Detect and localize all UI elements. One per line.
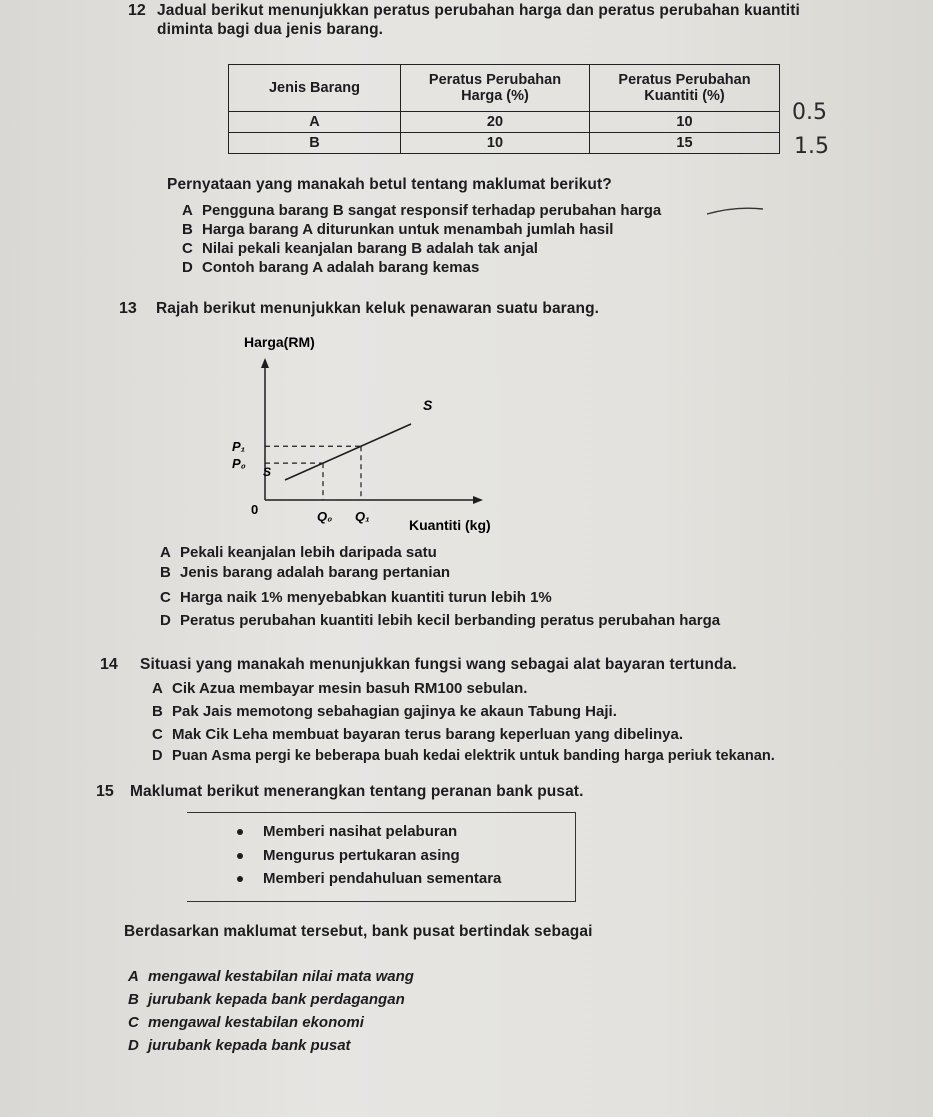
- option-text: mengawal kestabilan ekonomi: [148, 1014, 364, 1031]
- q15-option-d[interactable]: [128, 1037, 351, 1054]
- q12-stem-line1: Jadual berikut menunjukkan peratus perubahan harga dan peratus perubahan kuantiti: [157, 2, 800, 19]
- list-item: [263, 847, 460, 864]
- list-item-text: Mengurus pertukaran asing: [263, 847, 460, 864]
- bullet-icon: [237, 829, 243, 835]
- option-text: Peratus perubahan kuantiti lebih kecil berbanding peratus perubahan harga: [180, 612, 721, 629]
- q13-option-a[interactable]: [160, 544, 437, 561]
- option-text: Pak Jais memotong sebahagian gajinya ke akaun Tabung Haji.: [172, 703, 617, 720]
- supply-line: [285, 424, 411, 480]
- x-tick-label: Q₀: [317, 509, 333, 524]
- option-letter: A: [152, 680, 163, 697]
- bullet-icon: [237, 876, 243, 882]
- q12-option-c[interactable]: [182, 240, 538, 257]
- x-tick-label: Q₁: [355, 509, 370, 524]
- option-text: Harga naik 1% menyebabkan kuantiti turun lebih 1%: [180, 589, 552, 606]
- q12-question: Pernyataan yang manakah betul tentang maklumat berikut?: [167, 176, 612, 193]
- option-letter: C: [152, 726, 163, 743]
- option-text: jurubank kepada bank perdagangan: [148, 991, 405, 1008]
- q12-number: 12: [128, 2, 146, 19]
- table-cell: 10: [401, 133, 590, 154]
- x-axis-arrow: [473, 496, 483, 504]
- table-header-row: [229, 65, 780, 112]
- pen-mark: [705, 205, 765, 217]
- q13-option-b[interactable]: [160, 564, 450, 581]
- y-tick-label: P₁: [232, 439, 246, 455]
- info-box: [187, 812, 576, 902]
- option-text: mengawal kestabilan nilai mata wang: [148, 968, 414, 985]
- q14-number: 14: [100, 656, 118, 673]
- option-text: Jenis barang adalah barang pertanian: [180, 564, 451, 581]
- option-letter: C: [182, 240, 193, 257]
- table-cell: B: [229, 133, 401, 154]
- q15-option-a[interactable]: [128, 968, 414, 985]
- table-cell: 20: [401, 112, 590, 133]
- q15-question: Maklumat berikut menerangkan tentang peranan bank pusat.: [130, 783, 584, 800]
- bullet-icon: [237, 853, 243, 859]
- y-tick-label: P₀: [232, 456, 246, 472]
- q15-number: 15: [96, 783, 114, 800]
- q15-option-c[interactable]: [128, 1014, 364, 1031]
- supply-curve-chart: [215, 328, 515, 540]
- q14-option-a[interactable]: [152, 680, 527, 697]
- q14-question: Situasi yang manakah menunjukkan fungsi wang sebagai alat bayaran tertunda.: [140, 656, 737, 673]
- option-letter: C: [160, 589, 171, 606]
- handwritten-note: 1.5: [794, 134, 829, 159]
- list-item-text: Memberi nasihat pelaburan: [263, 823, 458, 840]
- option-text: Mak Cik Leha membuat bayaran terus barang keperluan yang dibelinya.: [172, 726, 683, 743]
- y-axis-label: Harga(RM): [244, 334, 315, 350]
- q13-number: 13: [119, 300, 137, 317]
- option-text: Pekali keanjalan lebih daripada satu: [180, 544, 437, 561]
- option-text: jurubank kepada bank pusat: [148, 1037, 351, 1054]
- table-row: [229, 112, 780, 133]
- option-letter: B: [160, 564, 171, 581]
- q14-option-d[interactable]: [152, 748, 775, 764]
- supply-label-start: S: [263, 465, 272, 479]
- option-text: Harga barang A diturunkan untuk menambah jumlah hasil: [202, 221, 614, 238]
- q14-option-c[interactable]: [152, 726, 683, 743]
- supply-label-end: S: [423, 397, 433, 413]
- option-text: Cik Azua membayar mesin basuh RM100 sebulan.: [172, 680, 528, 697]
- option-text: Contoh barang A adalah barang kemas: [202, 259, 480, 276]
- table-row: [229, 133, 780, 154]
- option-letter: B: [152, 703, 163, 720]
- option-letter: D: [128, 1037, 139, 1054]
- q15-prompt: Berdasarkan maklumat tersebut, bank pusat bertindak sebagai: [124, 923, 593, 940]
- table-header: Jenis Barang: [229, 65, 401, 112]
- q14-option-b[interactable]: [152, 703, 617, 720]
- x-axis-label: Kuantiti (kg): [409, 517, 491, 533]
- table-header: Peratus Perubahan Kuantiti (%): [590, 65, 780, 112]
- option-text: Nilai pekali keanjalan barang B adalah tak anjal: [202, 240, 538, 257]
- option-letter: A: [182, 202, 193, 219]
- option-letter: D: [182, 259, 193, 276]
- option-text: Puan Asma pergi ke beberapa buah kedai elektrik untuk banding harga periuk tekanan.: [172, 748, 775, 764]
- option-letter: D: [160, 612, 171, 629]
- option-letter: A: [128, 968, 139, 985]
- option-letter: C: [128, 1014, 139, 1031]
- table-cell: 15: [590, 133, 780, 154]
- origin-label: 0: [251, 502, 259, 517]
- list-item-text: Memberi pendahuluan sementara: [263, 870, 502, 887]
- q12-option-b[interactable]: [182, 221, 613, 238]
- list-item: [263, 823, 457, 840]
- table-header: Peratus Perubahan Harga (%): [401, 65, 590, 112]
- option-text: Pengguna barang B sangat responsif terhadap perubahan harga: [202, 202, 662, 219]
- option-letter: D: [152, 748, 163, 764]
- option-letter: A: [160, 544, 171, 561]
- q12-option-a[interactable]: [182, 202, 661, 219]
- option-letter: B: [182, 221, 193, 238]
- table-cell: 10: [590, 112, 780, 133]
- q13-question: Rajah berikut menunjukkan keluk penawaran suatu barang.: [156, 300, 600, 317]
- list-item: [263, 870, 501, 887]
- chart-plot: [232, 358, 483, 524]
- q12-table: [228, 64, 780, 154]
- option-letter: B: [128, 991, 139, 1008]
- q15-option-b[interactable]: [128, 991, 405, 1008]
- handwritten-note: 0.5: [792, 100, 827, 125]
- q12-stem-line2: diminta bagi dua jenis barang.: [157, 21, 384, 38]
- q13-option-c[interactable]: [160, 589, 552, 606]
- q12-option-d[interactable]: [182, 259, 479, 276]
- q13-option-d[interactable]: [160, 612, 720, 629]
- y-axis-arrow: [261, 358, 269, 368]
- table-cell: A: [229, 112, 401, 133]
